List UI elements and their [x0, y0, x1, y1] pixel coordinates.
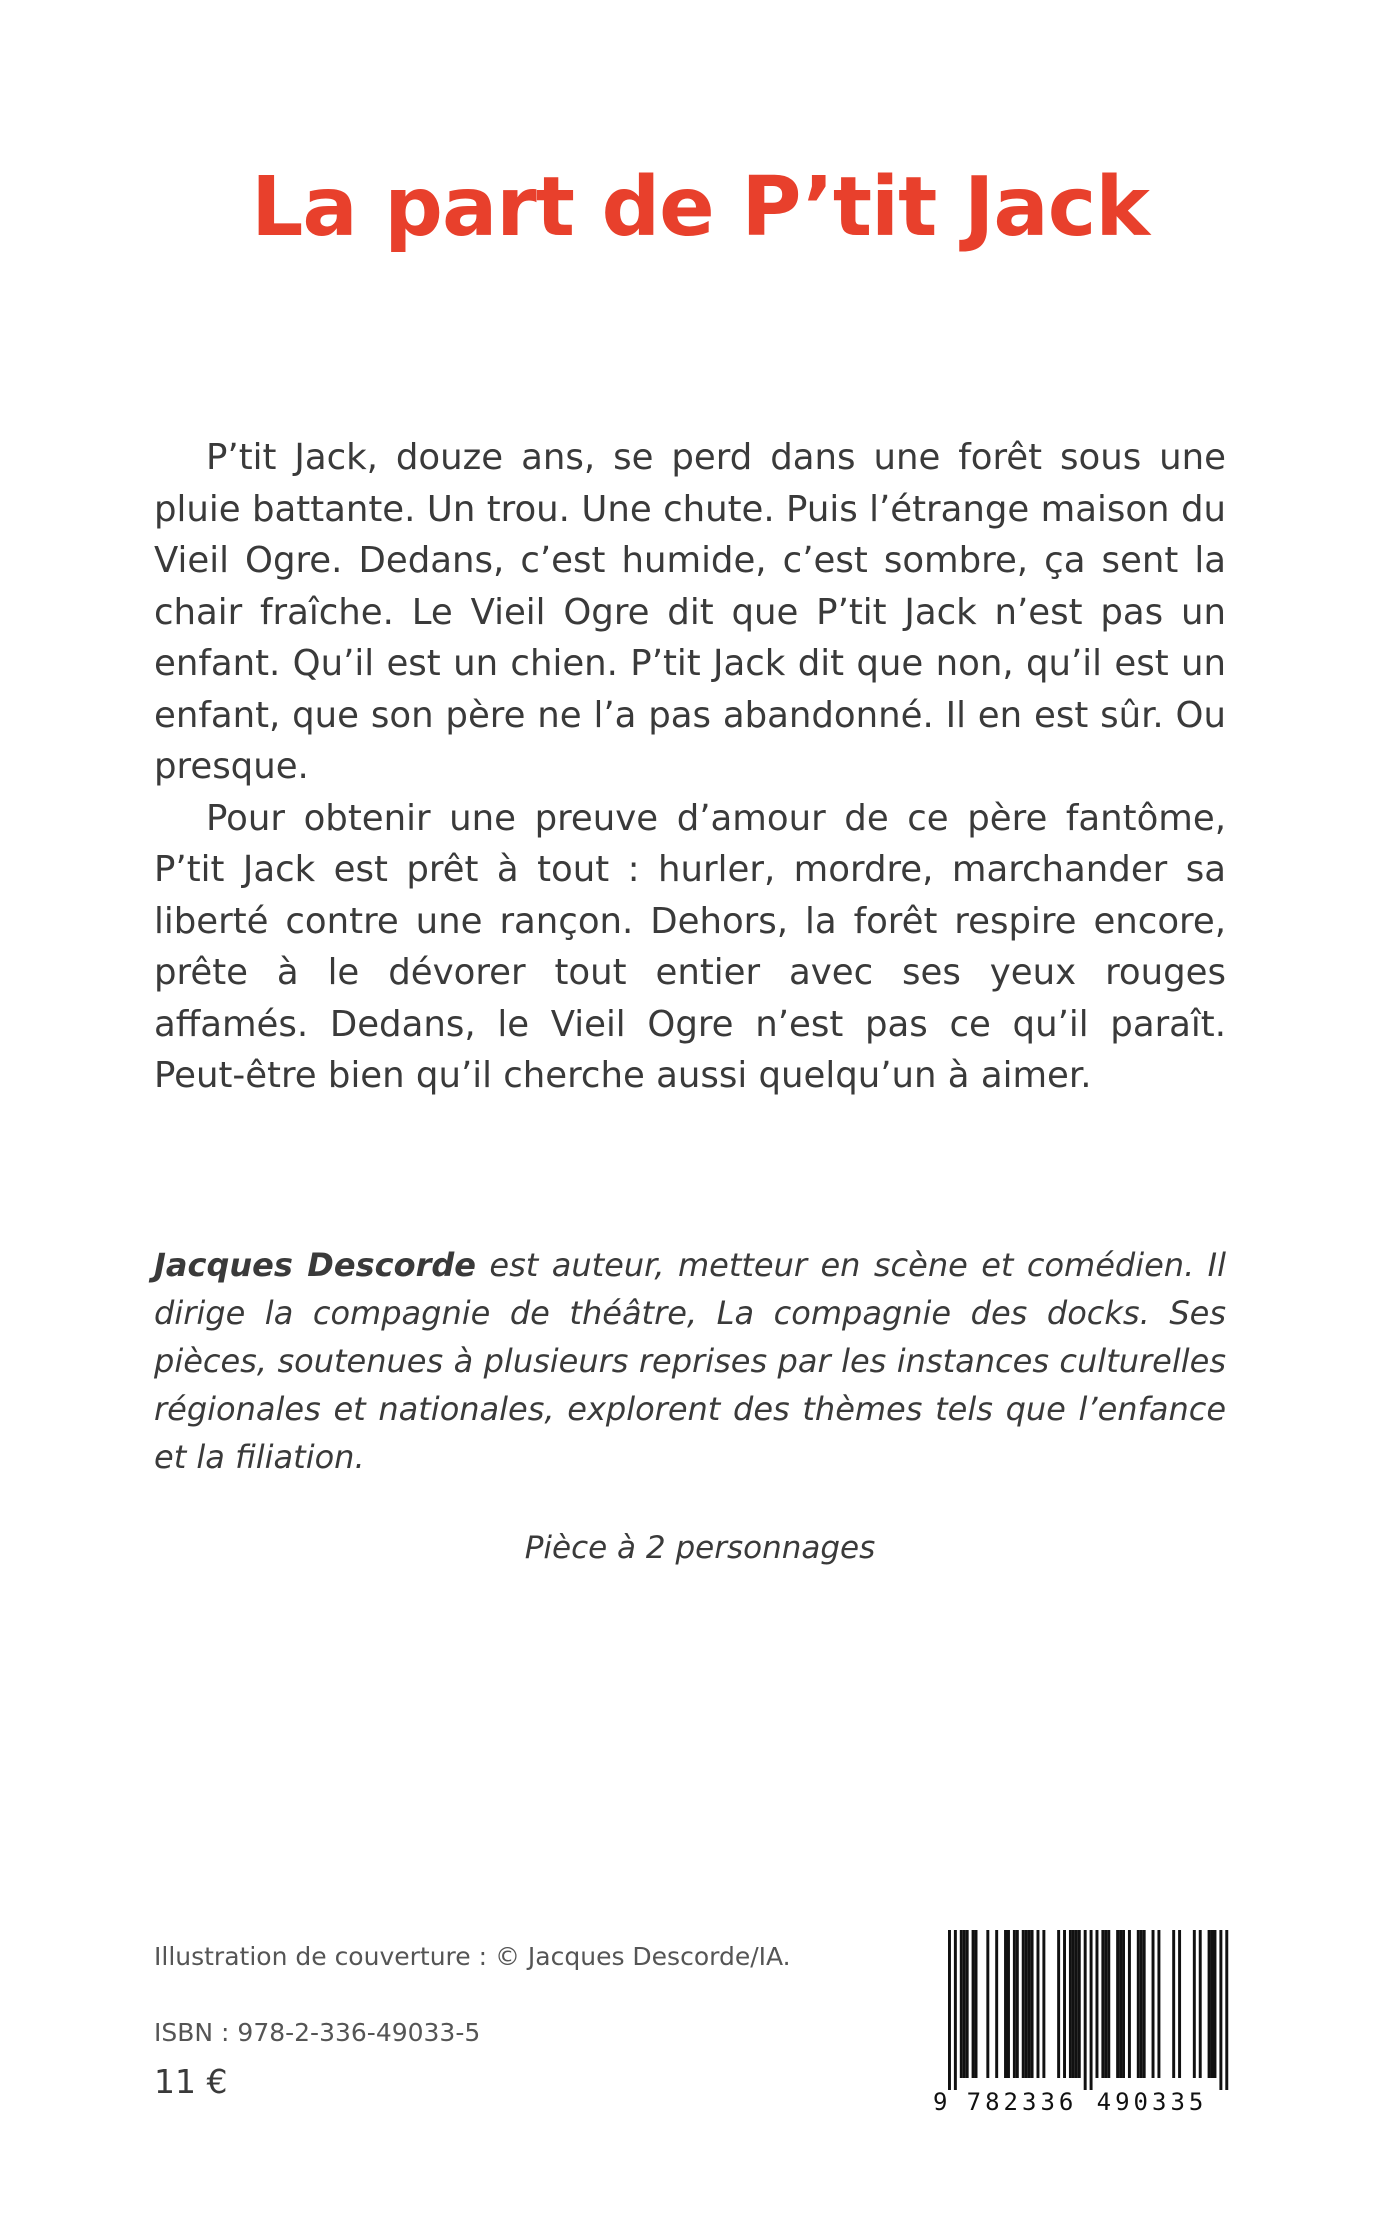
- barcode-bar: [1037, 1930, 1040, 2078]
- barcode-bar: [1057, 1930, 1060, 2078]
- blurb-paragraph: Pour obtenir une preuve d’amour de ce père fantôme, P’tit Jack est prêt à tout : hurler, mordre, marchander sa liberté contre une rançon. Dehors, la forêt respire encore, prête à le dévorer tout entier avec ses yeux rouges affamés. Dedans, le Vieil Ogre n’est pas ce qu’il paraît. Peut-être bien qu’il cherche aussi quelqu’un à aimer.: [154, 797, 1226, 1096]
- barcode-graphic: [930, 1928, 1232, 2118]
- barcode-bar: [1172, 1930, 1175, 2078]
- barcode-bar: [1084, 1930, 1087, 2090]
- barcode-right-digits: 490335: [1096, 2088, 1208, 2116]
- barcode-bar: [948, 1930, 951, 2090]
- barcode-first-digit: 9: [933, 2088, 948, 2116]
- barcode-bar: [1063, 1930, 1066, 2078]
- back-cover-blurb: [154, 432, 1226, 1102]
- barcode-left-digits: 782336: [966, 2088, 1078, 2116]
- barcode-bar: [1090, 1930, 1093, 2090]
- barcode-bar: [1031, 1930, 1034, 2078]
- barcode-bar: [963, 1930, 966, 2078]
- barcode-bar: [1025, 1930, 1028, 2078]
- barcode-bar: [1208, 1930, 1211, 2078]
- barcode-bar: [1214, 1930, 1217, 2078]
- barcode-bar: [1137, 1930, 1140, 2078]
- barcode-bar: [1157, 1930, 1160, 2078]
- barcode-bar: [1122, 1930, 1125, 2078]
- barcode-bar: [1119, 1930, 1122, 2078]
- isbn: ISBN : 978-2-336-49033-5: [154, 2018, 481, 2047]
- barcode-bar: [1140, 1930, 1143, 2078]
- barcode-bar: [972, 1930, 975, 2078]
- barcode-bar: [1007, 1930, 1010, 2078]
- barcode-bar: [1096, 1930, 1099, 2078]
- barcode-bar: [1107, 1930, 1110, 2078]
- barcode-bar: [1078, 1930, 1081, 2078]
- barcode-bar: [1072, 1930, 1075, 2078]
- barcode-bar: [1069, 1930, 1072, 2078]
- barcode-bar: [1104, 1930, 1107, 2078]
- blurb-paragraph: P’tit Jack, douze ans, se perd dans une forêt sous une pluie battante. Un trou. Une chute. Puis l’étrange maison du Vieil Ogre. Dedans, c’est humide, c’est sombre, ça sent la chair fraîche. Le Vieil Ogre dit que P’tit Jack n’est pas un enfant. Qu’il est un chien. P’tit Jack dit que non, qu’il est un enfant, que son père ne l’a pas abandonné. Il en est sûr. Ou presque.: [154, 437, 1226, 787]
- barcode-bar: [1013, 1930, 1016, 2078]
- barcode-bar: [1143, 1930, 1146, 2078]
- illustration-credit: Illustration de couverture : © Jacques Descorde/IA.: [154, 1942, 791, 1971]
- barcode-bar: [1219, 1930, 1222, 2090]
- barcode-bar: [960, 1930, 963, 2078]
- price: 11 €: [154, 2062, 228, 2101]
- barcode-bar: [954, 1930, 957, 2090]
- isbn-barcode: [930, 1928, 1232, 2118]
- barcode-bar: [995, 1930, 998, 2078]
- barcode-bar: [1178, 1930, 1181, 2078]
- barcode-bar: [1042, 1930, 1045, 2078]
- barcode-bar: [1022, 1930, 1025, 2078]
- barcode-bar: [1199, 1930, 1202, 2078]
- barcode-bar: [1028, 1930, 1031, 2078]
- barcode-bar: [1016, 1930, 1019, 2078]
- author-bio: [154, 1241, 1226, 1481]
- barcode-bars: [948, 1930, 1228, 2090]
- barcode-bar: [1128, 1930, 1131, 2078]
- barcode-bar: [975, 1930, 978, 2078]
- barcode-bar: [1193, 1930, 1196, 2078]
- author-name: Jacques Descorde: [154, 1246, 476, 1284]
- barcode-bar: [1211, 1930, 1214, 2078]
- author-bio-text: est auteur, metteur en scène et comédien. Il dirige la compagnie de théâtre, La compagnie des docks. Ses pièces, soutenues à plusieurs reprises par les instances culturelles régionales et nationales, explorent des thèmes tels que l’enfance et la filiation.: [154, 1246, 1227, 1476]
- barcode-bar: [1075, 1930, 1078, 2078]
- character-count: Pièce à 2 personnages: [524, 1530, 876, 1566]
- barcode-bar: [1004, 1930, 1007, 2078]
- book-title: La part de P’tit Jack: [251, 160, 1149, 255]
- barcode-bar: [1101, 1930, 1104, 2078]
- barcode-bar: [1116, 1930, 1119, 2078]
- barcode-bar: [1225, 1930, 1228, 2090]
- barcode-bar: [966, 1930, 969, 2078]
- barcode-bar: [986, 1930, 989, 2078]
- barcode-bar: [1152, 1930, 1155, 2078]
